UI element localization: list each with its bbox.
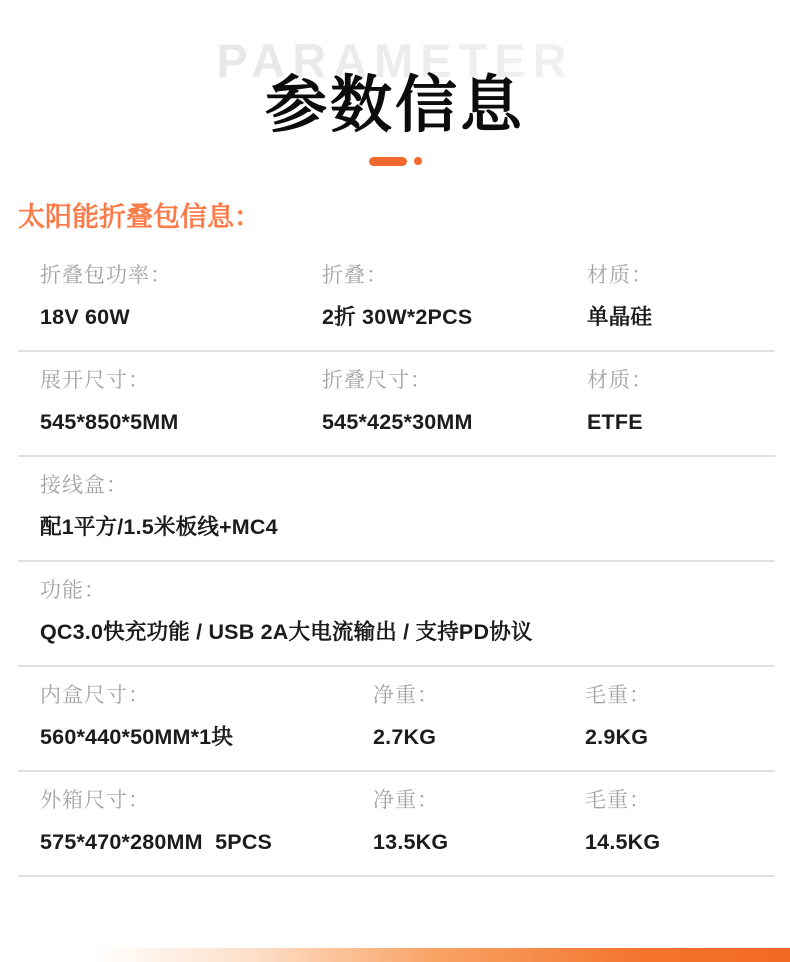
spec-label: 折叠尺寸：	[322, 369, 432, 392]
spec-value: 单晶硅	[587, 305, 653, 329]
spec-cell	[40, 263, 322, 331]
title-underline	[0, 156, 790, 166]
spec-label: 毛重：	[585, 789, 651, 812]
spec-value: 545*425*30MM	[322, 410, 473, 434]
spec-cell	[587, 263, 775, 331]
spec-cell	[40, 788, 373, 856]
spec-row-size	[18, 352, 775, 457]
spec-cell	[40, 368, 322, 436]
spec-value: 2.9KG	[585, 725, 649, 749]
spec-label: 内盒尺寸：	[40, 684, 150, 707]
spec-label: 净重：	[373, 684, 439, 707]
spec-cell	[373, 683, 585, 751]
spec-label: 展开尺寸：	[40, 369, 150, 392]
spec-value: 配1平方/1.5米板线+MC4	[40, 515, 278, 539]
spec-table	[18, 247, 775, 877]
spec-value: QC3.0快充功能 / USB 2A大电流输出 / 支持PD协议	[40, 620, 533, 644]
spec-cell	[322, 368, 587, 436]
spec-value: ETFE	[587, 410, 643, 434]
spec-label: 毛重：	[585, 684, 651, 707]
spec-label: 折叠包功率：	[40, 264, 172, 287]
header-watermark-text: PARAMETER	[0, 33, 790, 88]
spec-value: 13.5KG	[373, 830, 449, 854]
header	[0, 0, 790, 172]
section-title: 太阳能折叠包信息：	[18, 202, 261, 232]
spec-value: 575*470*280MM 5PCS	[40, 830, 273, 854]
spec-cell	[587, 368, 775, 436]
underline-dot-icon	[414, 157, 422, 165]
spec-cell	[585, 683, 775, 751]
spec-label: 材质：	[587, 369, 653, 392]
spec-label: 材质：	[587, 264, 653, 287]
spec-label: 净重：	[373, 789, 439, 812]
spec-value: 14.5KG	[585, 830, 661, 854]
spec-value: 2折 30W*2PCS	[322, 305, 473, 329]
spec-cell	[40, 683, 373, 751]
page-title: 参数信息	[264, 71, 525, 140]
spec-row-inner-box	[18, 667, 775, 772]
spec-cell	[322, 263, 587, 331]
spec-value: 18V 60W	[40, 305, 130, 329]
spec-label: 折叠：	[322, 264, 388, 287]
spec-cell	[40, 473, 775, 541]
spec-cell	[373, 788, 585, 856]
spec-label: 功能：	[40, 579, 106, 602]
spec-row-outer-carton	[18, 772, 775, 877]
spec-cell	[40, 578, 775, 646]
spec-label: 接线盒：	[40, 474, 128, 497]
spec-row-power	[18, 247, 775, 352]
spec-cell	[585, 788, 775, 856]
bottom-gradient-band	[0, 948, 790, 962]
spec-value: 545*850*5MM	[40, 410, 179, 434]
spec-value: 560*440*50MM*1块	[40, 725, 234, 749]
spec-row-function	[18, 562, 775, 667]
spec-row-junction-box	[18, 457, 775, 562]
spec-value: 2.7KG	[373, 725, 437, 749]
spec-label: 外箱尺寸：	[40, 789, 150, 812]
underline-dash-icon	[369, 157, 407, 166]
